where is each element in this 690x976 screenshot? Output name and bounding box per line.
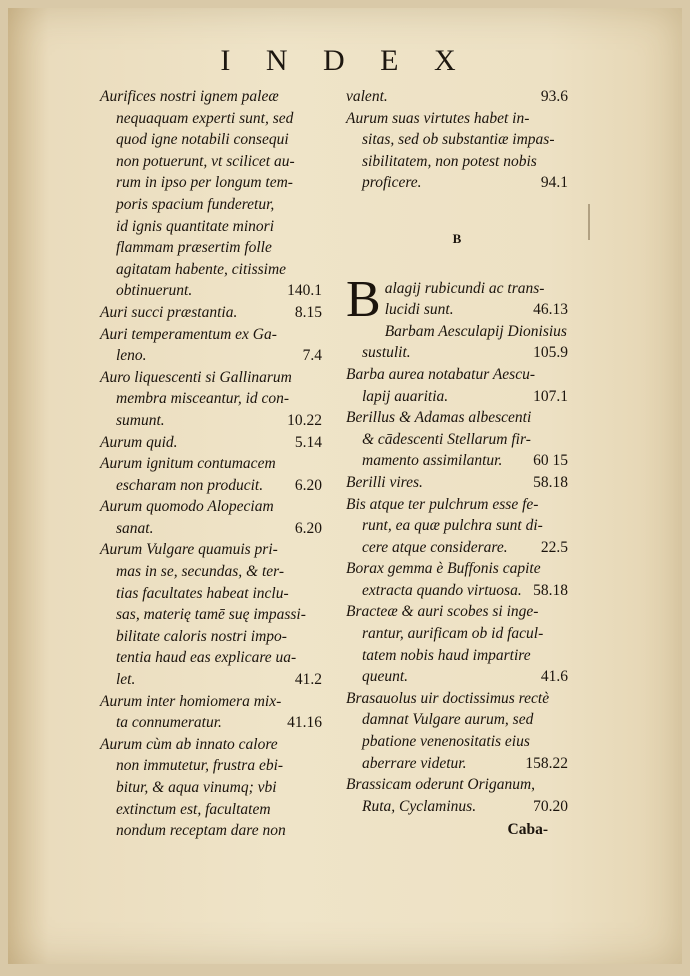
entry-text: Aurum ignitum contumacem [100, 455, 276, 473]
index-entry-line [100, 432, 322, 454]
entry-text: Aurum quid. [100, 433, 178, 451]
index-entry-line [346, 342, 568, 364]
entry-text: Barbam Aesculapij Dionisius [384, 322, 567, 340]
index-entry [100, 432, 322, 454]
page-reference: 58.18 [533, 473, 568, 491]
index-entry [100, 734, 322, 842]
entry-text: Bracteæ & auri scobes si inge- [346, 603, 539, 621]
index-entry-line [346, 688, 568, 710]
index-entry-line [346, 364, 568, 386]
index-entry-line [346, 494, 568, 516]
page-reference: 5.14 [294, 433, 322, 451]
entry-text: Aurum quomodo Alopeciam [100, 498, 274, 516]
index-entry-line [346, 108, 568, 130]
entry-text: non immutetur, frustra ebi- [116, 757, 284, 775]
page-reference: 22.5 [540, 538, 568, 556]
index-entry [100, 496, 322, 539]
entry-text: agitatam habente, citissime [116, 260, 287, 278]
index-entry [346, 688, 568, 774]
entry-text: bilitate caloris nostri impo- [116, 627, 287, 645]
index-entry-line [100, 539, 322, 561]
entry-text: damnat Vulgare aurum, sed [362, 711, 534, 729]
page-reference: 60 15 [533, 452, 568, 470]
entry-text: Ruta, Cyclaminus. [362, 797, 477, 815]
entry-text: lucidi sunt. [384, 301, 454, 319]
index-entry-line [346, 796, 568, 818]
entry-text: rantur, aurificam ob id facul- [362, 625, 544, 643]
index-entry-line [100, 561, 322, 583]
page-reference: 6.20 [294, 476, 322, 494]
index-entry [346, 774, 568, 817]
index-entry-line [346, 172, 568, 194]
index-entry [346, 407, 568, 472]
index-entry-line [346, 645, 568, 667]
catchword: Caba- [507, 821, 548, 839]
page-reference: 58.18 [533, 581, 568, 599]
index-entry-line [100, 691, 322, 713]
index-entry [346, 364, 568, 407]
page-reference: 140.1 [287, 282, 322, 300]
page-reference: 107.1 [533, 387, 568, 405]
index-entry-line [100, 194, 322, 216]
entry-text: Berilli vires. [346, 473, 423, 491]
entry-text: Auri temperamentum ex Ga- [100, 325, 277, 343]
entry-text: Auri succi præstantia. [100, 303, 238, 321]
entry-text: alagij rubicundi ac trans- [384, 279, 545, 297]
entry-text: tias facultates habeat inclu- [116, 584, 289, 602]
index-entry [346, 86, 568, 108]
entry-text: runt, ea quæ pulchra sunt di- [362, 517, 543, 535]
entry-text: pbatione venenositatis eius [362, 733, 530, 751]
index-entry-line [100, 626, 322, 648]
index-entry-line [100, 302, 322, 324]
index-entry-line [100, 410, 322, 432]
entry-text: sanat. [116, 519, 154, 537]
entry-text: ta connumeratur. [116, 714, 222, 732]
drop-cap: B [346, 270, 381, 328]
index-entry-line [100, 820, 322, 842]
index-entry-line [346, 429, 568, 451]
entry-text: sustulit. [362, 344, 411, 362]
right-column [346, 86, 568, 841]
index-entry [100, 86, 322, 302]
index-entry [100, 539, 322, 690]
index-entry-line [346, 151, 568, 173]
margin-mark [588, 204, 590, 240]
index-entry-line [100, 669, 322, 691]
page-reference: 94.1 [540, 174, 568, 192]
page-reference: 70.20 [533, 797, 568, 815]
page-reference: 158.22 [525, 754, 568, 772]
index-entry-line [100, 604, 322, 626]
page-reference: 8.15 [294, 303, 322, 321]
entry-text: extinctum est, facultatem [116, 800, 271, 818]
entry-text: leno. [116, 347, 147, 365]
index-entry [100, 691, 322, 734]
entry-text: sibilitatem, non potest nobis [362, 152, 537, 170]
entry-text: Aurum cùm ab innato calore [100, 735, 278, 753]
index-entry [346, 270, 568, 328]
index-entry-line [100, 755, 322, 777]
index-entry-line [100, 712, 322, 734]
page-reference: 41.16 [287, 714, 322, 732]
index-entry-line [100, 777, 322, 799]
index-entry [100, 367, 322, 432]
page-title: I N D E X [220, 44, 470, 77]
entry-text: sumunt. [116, 411, 165, 429]
entry-text: Aurum inter homiomera mix- [100, 692, 282, 710]
index-entry-line [100, 86, 322, 108]
index-entry-line [346, 386, 568, 408]
page-reference: 7.4 [302, 347, 322, 365]
index-entry [100, 302, 322, 324]
entry-text: tentia haud eas explicare ua- [116, 649, 297, 667]
index-entry-line [346, 515, 568, 537]
section-letter: B [452, 230, 462, 246]
page-reference: 10.22 [287, 411, 322, 429]
index-entry-line [100, 734, 322, 756]
index-entry-line [100, 172, 322, 194]
index-entry-line [346, 450, 568, 472]
entry-text: quod igne notabili consequi [116, 131, 289, 149]
entry-text: tatem nobis haud impartire [362, 646, 531, 664]
index-entry [346, 558, 568, 601]
index-entry-line [100, 324, 322, 346]
entry-text: Bis atque ter pulchrum esse fe- [346, 495, 539, 513]
entry-text: Brasauolus uir doctissimus rectè [346, 689, 550, 707]
entry-text: cere atque considerare. [362, 538, 508, 556]
index-entry-line [346, 86, 568, 108]
entry-text: lapij auaritia. [362, 387, 449, 405]
entry-text: rum in ipso per longum tem- [116, 174, 293, 192]
entry-text: queunt. [362, 668, 409, 686]
index-entry-line [346, 129, 568, 151]
index-entry-line [346, 580, 568, 602]
page-reference: 6.20 [294, 519, 322, 537]
entry-text: obtinuerunt. [116, 282, 193, 300]
left-column [100, 86, 322, 842]
entry-text: id ignis quantitate minori [116, 217, 275, 235]
entry-text: bitur, & aqua vinumq; vbi [116, 779, 277, 796]
entry-text: Brassicam oderunt Origanum, [346, 776, 536, 794]
entry-text: sitas, sed ob substantiæ impas- [362, 131, 555, 149]
entry-text: valent. [346, 88, 388, 105]
page-reference: 46.13 [533, 301, 568, 319]
entry-text: Auro liquescenti si Gallinarum [100, 368, 292, 386]
entry-text: mamento assimilantur. [362, 452, 503, 470]
index-entry [346, 494, 568, 559]
entry-text: Barba aurea notabatur Aescu- [346, 365, 535, 383]
index-entry-line [100, 475, 322, 497]
index-entry-line [346, 709, 568, 731]
entry-text: mas in se, secundas, & ter- [116, 563, 285, 581]
index-entry-line [346, 774, 568, 796]
entry-text: proficere. [362, 174, 422, 192]
index-entry-line [100, 799, 322, 821]
entry-text: aberrare videtur. [362, 754, 467, 772]
entry-text: Berillus & Adamas albescenti [346, 409, 532, 427]
page-reference: 41.6 [540, 668, 568, 686]
index-entry-line [100, 453, 322, 475]
entry-text: Aurum suas virtutes habet in- [346, 109, 530, 127]
index-entry-line [100, 345, 322, 367]
entry-text: let. [116, 671, 136, 689]
entry-text: nequaquam experti sunt, sed [116, 109, 294, 127]
index-entry-line [100, 237, 322, 259]
index-entry [100, 324, 322, 367]
index-entry-line [100, 647, 322, 669]
entry-text: sas, materię tamē suę impassi- [116, 606, 306, 624]
index-entry-line [100, 259, 322, 281]
entry-text: & cādescenti Stellarum fir- [362, 430, 531, 448]
index-entry-line [346, 601, 568, 623]
index-entry-line [100, 151, 322, 173]
index-entry-line [346, 623, 568, 645]
entry-text: non potuerunt, vt scilicet au- [116, 152, 295, 170]
page-reference: 41.2 [294, 671, 322, 689]
index-entry-line [346, 558, 568, 580]
index-entry-line [100, 367, 322, 389]
entry-text: Aurifices nostri ignem paleæ [100, 88, 279, 105]
index-entry-line [346, 407, 568, 429]
entry-text: nondum receptam dare non [116, 822, 286, 840]
index-entry-line [100, 388, 322, 410]
entry-text: poris spacium funderetur, [116, 195, 275, 213]
entry-text: Borax gemma è Buffonis capite [346, 560, 541, 578]
index-entry-line [100, 280, 322, 302]
index-entry-line [346, 472, 568, 494]
book-page [8, 8, 682, 964]
index-entry [346, 108, 568, 194]
index-entry-line [100, 518, 322, 540]
entry-text: extracta quando virtuosa. [362, 581, 522, 599]
entry-text: escharam non producit. [116, 476, 264, 494]
page-reference: 93.6 [540, 88, 568, 105]
entry-text: Aurum Vulgare quamuis pri- [100, 541, 278, 559]
index-entry-line [100, 129, 322, 151]
entry-text: flammam præsertim folle [116, 239, 272, 257]
index-entry-line [100, 216, 322, 238]
index-entry [346, 601, 568, 687]
page-reference: 105.9 [533, 344, 568, 362]
index-entry-line [100, 496, 322, 518]
index-entry [346, 472, 568, 494]
index-entry-line [346, 537, 568, 559]
index-entry-line [100, 583, 322, 605]
index-entry-line [346, 753, 568, 775]
index-entry-line [100, 108, 322, 130]
index-entry [100, 453, 322, 496]
index-entry-line [346, 731, 568, 753]
entry-text: membra misceantur, id con- [116, 390, 290, 408]
index-entry-line [346, 666, 568, 688]
